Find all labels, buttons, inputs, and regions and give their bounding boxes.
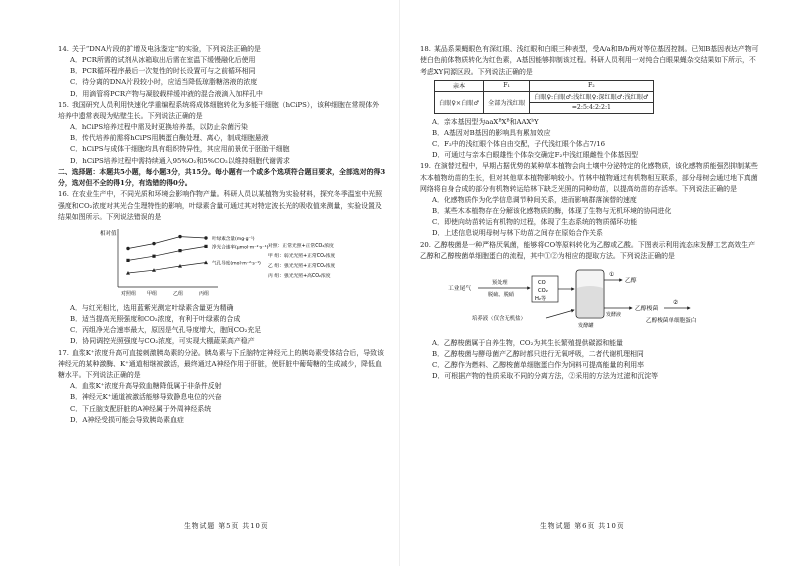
pretreatment-label: 预处理 [492,280,508,287]
data-point [204,261,208,265]
option-a: A．乙醇梭菌属于自养生物，CO₂为其生长繁殖提供碳源和能量 [432,339,623,348]
fermenter-label: 发酵罐 [578,323,594,330]
series-label: 净光合速率(μmol·m⁻²·s⁻¹) [212,245,269,251]
table-header-row [435,80,654,91]
table-cell: 白眼♀:白眼♂:浅红眼♀:深红眼♂:浅红眼♂ [530,91,653,102]
option-c: C．F₂中的浅红眼个体自由交配，子代浅红眼个体占7/16 [432,140,605,149]
option-d: D．用滴管将PCR产物与凝胶载样缓冲液的混合液滴入加样孔中 [70,89,263,98]
option-a: A．与红光相比，选用蓝紫光测定叶绿素含量更为精确 [70,304,234,313]
tank-liquid [577,286,603,317]
option-a: A．化感物质作为化学信息调节种间关系，进而影响群落演替的速度 [432,196,637,205]
y-axis-label: 相对值 [100,231,117,238]
chart-marks [126,235,269,275]
question-15 [58,100,386,123]
purification-label: 脱硫、脱硝 [488,292,514,299]
option-b: B．适当提高光照强度和CO₂浓度，有利于叶绿素的合成 [70,315,241,324]
step-1-marker: ① [609,272,615,279]
option-b: B．传代培养前需将hCiPS用胰蛋白酶处理、离心，制成细胞悬液 [70,134,269,143]
ethanol-label: 乙醇 [625,278,637,285]
x-tick-label: 乙组 [173,291,184,298]
table-header-cell: 亲本 [435,80,484,91]
gas-h2: H₂等 [535,296,547,303]
option-d: D．可通过与亲本白眼雄性个体杂交确定F₂中浅红眼雌性个体基因型 [432,151,639,160]
question-stem: 乙醇梭菌是一种严格厌氧菌，能够将CO等原料转化为乙醇或乙酸。下图表示利用流态床发酵工艺高效生产乙醇和乙醇梭菌单细胞蛋白的流程，其中①②为相应的提取方法。下列说法正确的是 [420,240,755,260]
question-19 [420,161,760,195]
option-a: A．hCiPS培养过程中需及时更换培养基，以防止杂菌污染 [70,123,248,132]
flow-arrow [546,310,574,318]
option-d: D．A神经受损可能会导致胰岛素血症 [70,415,184,424]
option-a: A．血浆K⁺浓度升高导致血糖降低属于非条件反射 [70,382,222,391]
table-cell: =2:5:4:2:2:1 [530,102,653,113]
question-number: 20. [420,240,431,249]
question-18 [420,44,760,78]
legend-entry: 对照：正常光照+正常CO₂浓度 [268,244,334,250]
chart-legend [268,242,336,279]
table-header-cell: F₂ [530,80,653,91]
option-d: D．上述信息说明母树与林下幼苗之间存在原始合作关系 [432,229,603,238]
step-2-marker: ② [673,300,679,307]
question-stem: 血浆K⁺浓度升高可直接刺激胰岛素的分泌。胰岛素与下丘脑特定神经元上的胰岛素受体结合后，导致该神经元的某种激酶、K⁺通道相继被激活，最终通过A神经作用于肝脏，使肝脏中葡萄糖的生成减少，降低血糖水平。下列说法正确的是 [58,348,384,380]
option-c: C．丙组净光合速率最大，原因是气孔导度增大，胞间CO₂充足 [70,326,262,335]
x-tick-label: 对照组 [121,291,137,298]
data-point [204,236,207,239]
question-stem: 在演替过程中，早期占据优势的某种草本植物会向土壤中分泌特定的化感物质，该化感物质能强烈抑制某些木本植物幼苗的生长，但对其他草本植物影响较小。竹林中植物通过有机物相互联系，部分母树会通过地下真菌网络将自身合成的部分有机物转运给林下缺乏光照的同种幼苗，以提高幼苗的存活率。下列说法正确的是 [420,162,758,193]
x-tick-label: 丙组 [199,291,210,298]
legend-entry: 丙 组：强光光照+高CO₂浓度 [268,274,331,280]
question-number: 14. [58,45,69,53]
table-cell: 全部为浅红眼 [484,91,530,113]
protein-label: 乙醇梭菌单细胞蛋白 [646,318,697,325]
data-point [152,242,155,245]
question-20 [420,240,760,263]
option-a: A．亲本基因型为aaXᴮXᴮ和AAXᵇY [432,117,539,126]
legend-entry: 乙 组：强光光照+正常CO₂浓度 [268,264,336,270]
table-header-cell: F₁ [484,80,530,91]
data-point [152,255,155,258]
fermentation-flow-diagram [446,264,746,336]
option-b: B．A基因对B基因的影响具有累加效应 [432,128,551,137]
data-point [178,235,181,238]
question-stem: 在农业生产中，不同光质和环境会影响作物产量。科研人员以某植物为实验材料，探究冬季温室中光照强度和CO₂浓度对其光合生理特性的影响，叶绿素含量可通过其对特定波长光的吸收值来测量，实验设置及结果如图所示。下列说法错误的是 [58,190,383,221]
question-number: 19. [420,162,431,171]
option-c: C．乙醇作为燃料、乙醇梭菌单细胞蛋白作为饲料可提高能量的利用率 [432,361,644,370]
question-stem: 关于“DNA片段的扩增及电泳鉴定”的实验，下列说法正确的是 [71,45,261,53]
table-cell: 白眼♀×白眼♂ [435,91,484,113]
right-page [400,0,800,566]
question-number: 17. [58,348,69,357]
option-c: C．下丘脑支配肝脏的A神经属于外周神经系统 [70,404,212,413]
option-c: C．hCiPS与成体干细胞均具有组织特异性，其应用前景优于胚胎干细胞 [70,145,290,154]
series-line [128,247,206,261]
question-14 [58,44,386,55]
data-point [126,247,129,250]
gas-co2: CO₂ [538,288,548,295]
data-point [126,259,129,262]
industrial-gas-label: 工业尾气 [448,286,472,293]
question-number: 18. [420,45,431,53]
page-footer: 生物试题 第6页 共10页 [540,522,625,530]
series-label: 气孔导度(mol·m⁻²·s⁻¹) [212,261,261,267]
question-stem: 某品系果蝇眼色有深红眼、浅红眼和白眼三种表型，受A/a和B/b两对等位基因控制。已知B基因表达产物可使白色前体物质转化为红色素，A基因能够抑制该过程。科研人员利用一对纯合白眼果蝇杂交结果如下所示，不考虑XY同源区段。下列说法正确的是 [420,45,759,76]
option-b: B．乙醇梭菌与酵母菌产乙醇时都只进行无氧呼吸，二者代谢机理相同 [432,350,644,359]
broth-label: 发酵液 [606,312,622,319]
cross-result-table [434,80,654,114]
legend-entry: 甲 组：弱光光照+正常CO₂浓度 [268,254,336,260]
gas-co: CO [538,280,546,287]
option-d: D．协同调控光照强度与CO₂浓度，可实现大棚蔬菜高产稳产 [70,337,255,346]
table-row [435,91,654,102]
section-heading: 二、选择题：本题共5小题，每小题3分，共15分。每小题有一个或多个选项符合题目要求，全部选对的得3分，选对但不全的得1分，有选错的得0分。 [58,167,386,187]
option-b: B．PCR循环程序最后一次复性的时长设置可与之前循环相同 [70,67,256,76]
question-16 [58,189,386,223]
option-c: C．待分离的DNA片段较小时，应适当降低琼脂糖溶液的浓度 [70,78,258,87]
series-label: 叶绿素含量(mg·g⁻¹) [212,237,255,243]
question-number: 15. [58,100,69,109]
option-d: D．可根据产物的性质采取不同的分离方法，②采用的方法为过滤和沉淀等 [432,372,659,381]
bacteria-label: 乙醇梭菌 [635,306,659,313]
data-point [178,249,181,252]
question-stem: 我国研究人员利用快速化学重编程系统将成体细胞转化为多能干细胞（hCiPS），该种细胞在常规体外培养中遗常表现为贴壁生长。下列说法正确的是 [58,100,380,120]
option-c: C．即使向幼苗转运有机物的过程，体现了生态系统的物质循环功能 [432,218,638,227]
option-a: A．PCR所需的试剂从冰箱取出后需在室温下缓慢融化后使用 [70,56,256,65]
x-tick-labels [121,290,209,297]
question-number: 16. [58,190,69,199]
series-line [128,237,206,249]
medium-label: 培养液（仅含无机盐） [472,316,526,323]
option-d: D．hCiPS培养过程中需持续通入95%O₂和5%CO₂以维持细胞代谢需求 [70,156,290,165]
option-b: B．神经元K⁺通道被激活能够导致静息电位的兴奋 [70,393,222,402]
data-point [204,245,207,248]
photosynthesis-line-chart [98,225,348,301]
page-footer: 生物试题 第5页 共10页 [184,522,269,530]
series-line [128,263,206,274]
question-17 [58,348,386,382]
option-b: B．某些木本植物存在分解该化感物质的酶，体现了生物与无机环境的协同进化 [432,207,672,216]
x-tick-label: 甲组 [147,291,158,298]
